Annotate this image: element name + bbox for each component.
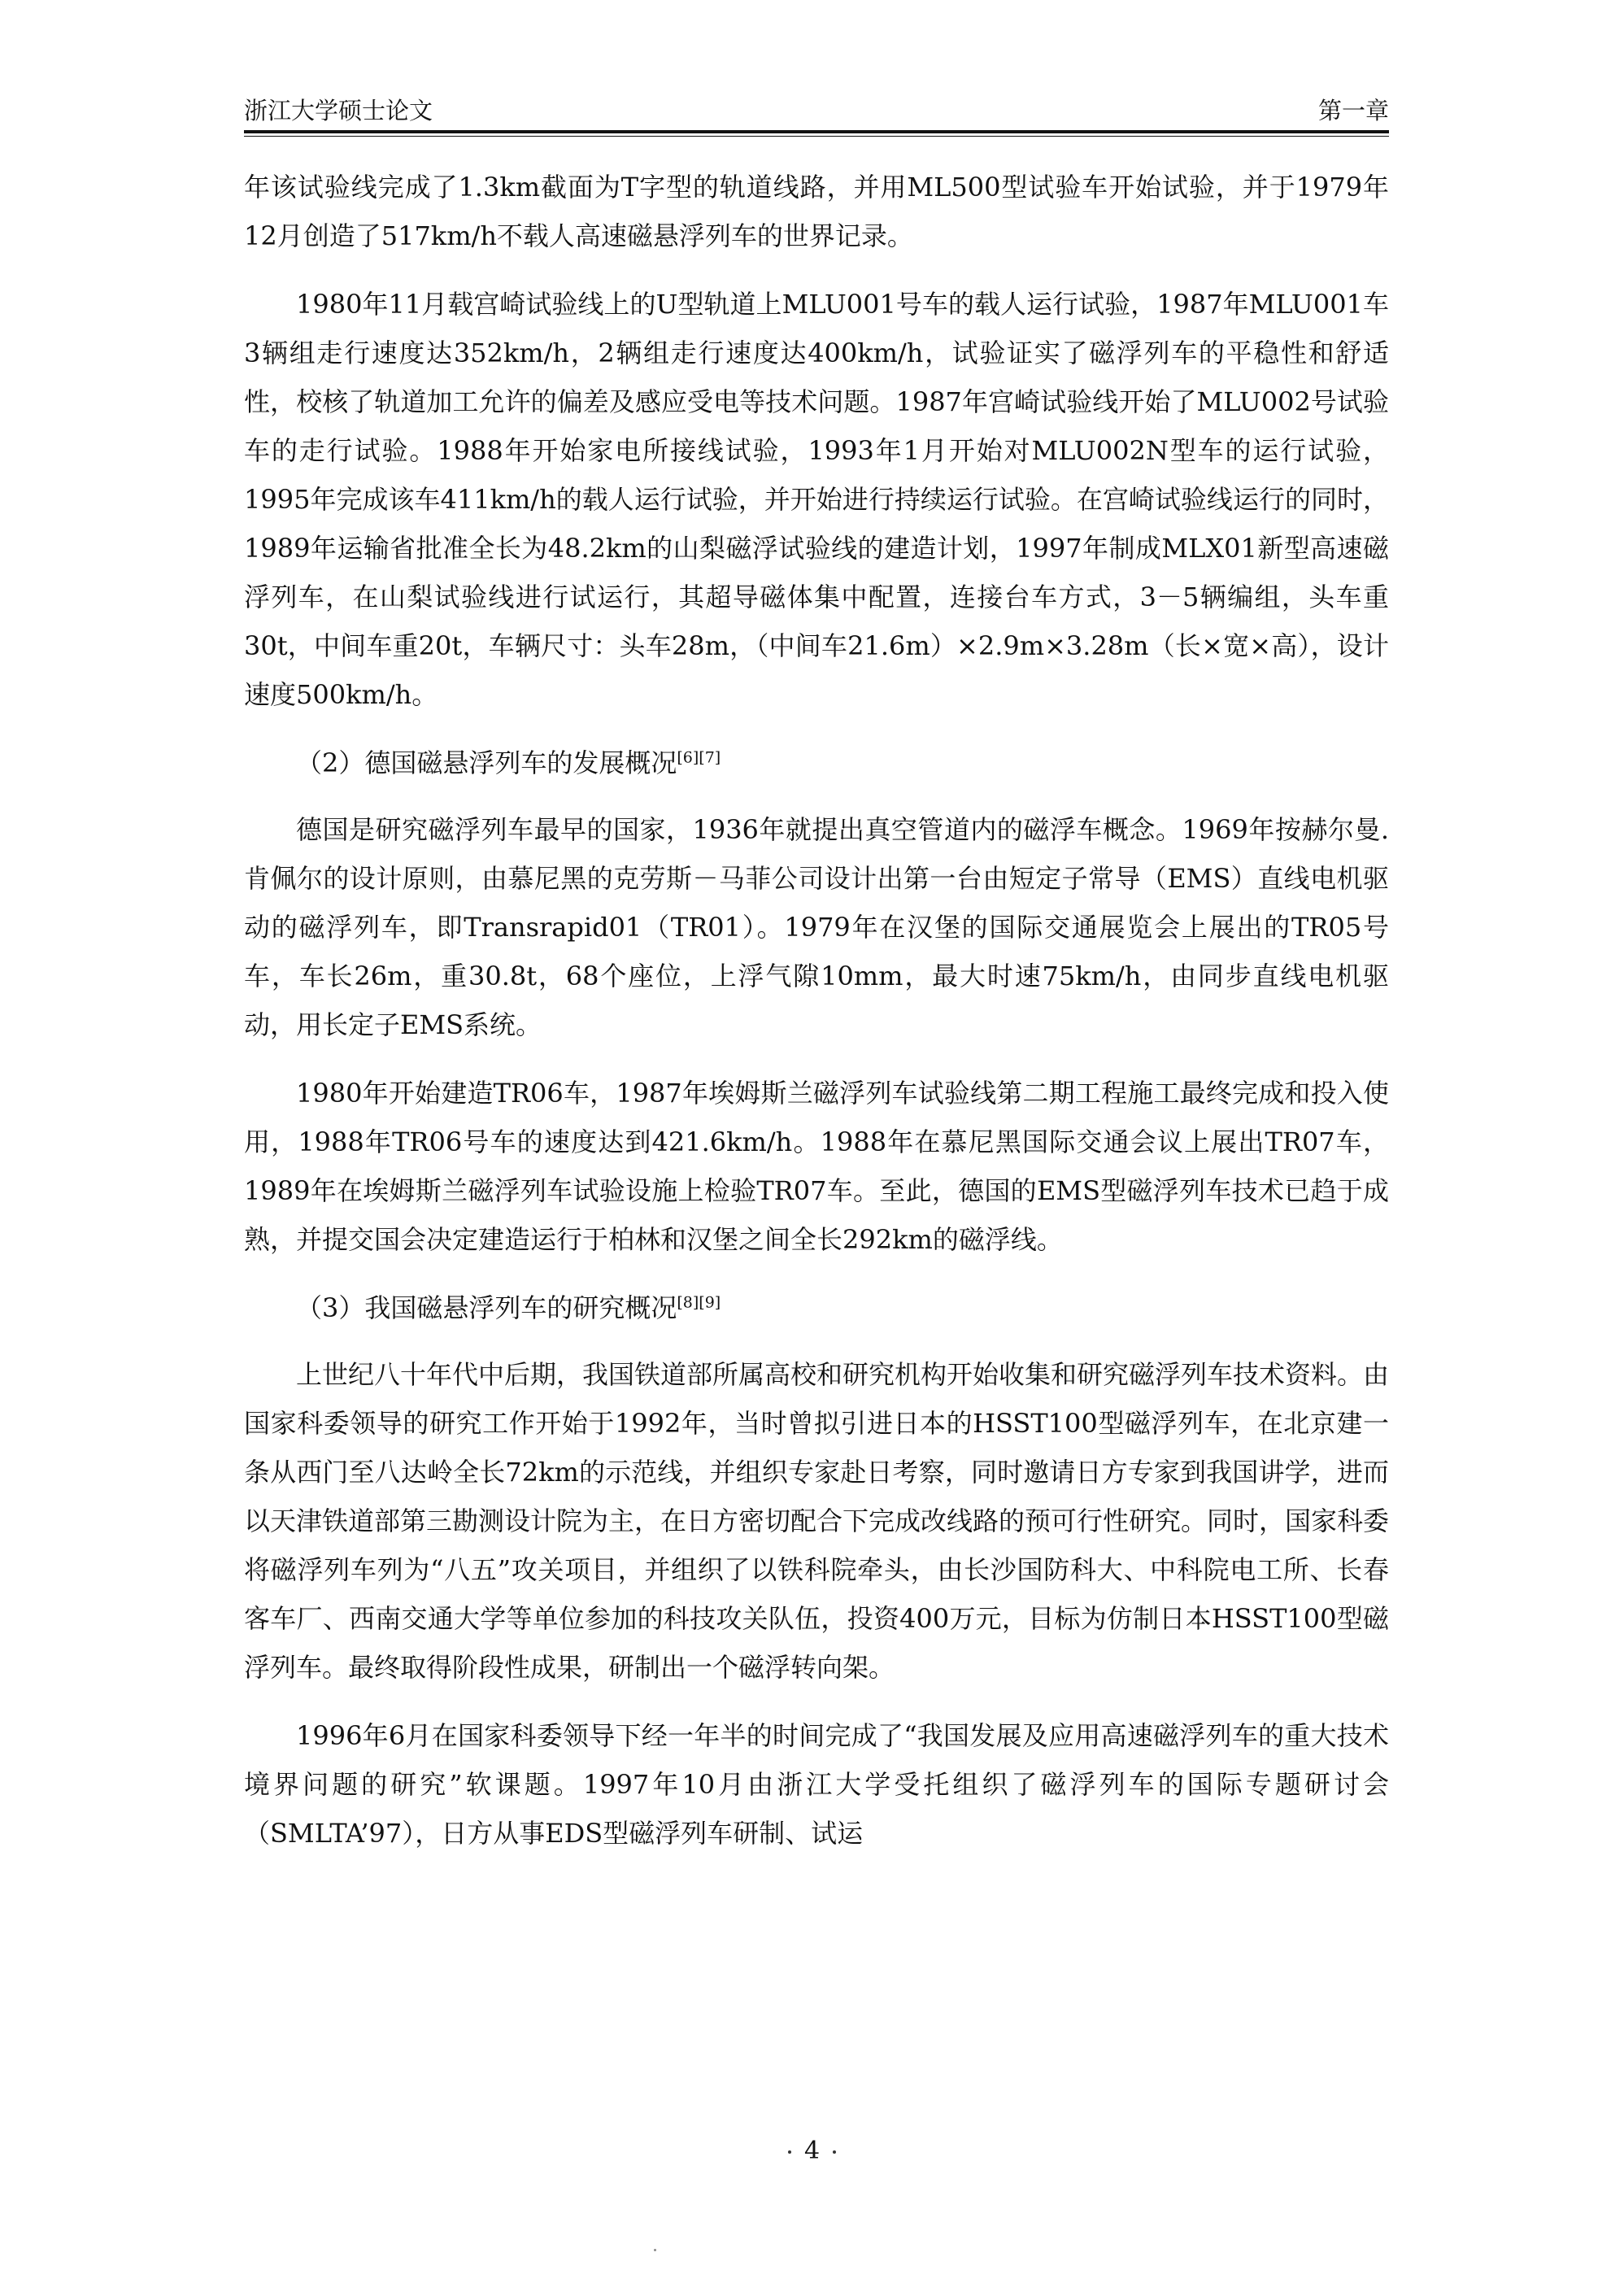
footer-dot-left bbox=[788, 2150, 791, 2154]
scan-speck bbox=[654, 2249, 656, 2251]
paragraph: 上世纪八十年代中后期，我国铁道部所属高校和研究机构开始收集和研究磁浮列车技术资料。由国家科委领导的研究工作开始于1992年，当时曾拟引进日本的HSST100型磁浮列车，在北京建一条从西门至八达岭全长72km的示范线，并组织专家赴日考察，同时邀请日方专家到我国讲学，进而以天津铁道部第三勘测设计院为主，在日方密切配合下完成改线路的预可行性研究。同时，国家科委将磁浮列车列为“八五”攻关项目，并组织了以铁科院牵头，由长沙国防科大、中科院电工所、长春客车厂、西南交通大学等单位参加的科技攻关队伍，投资400万元，目标为仿制日本HSST100型磁浮列车。最终取得阶段性成果，研制出一个磁浮转向架。 bbox=[244, 1359, 1390, 1683]
paragraph: 1980年开始建造TR06车，1987年埃姆斯兰磁浮列车试验线第二期工程施工最终完成和投入使用，1988年TR06号车的速度达到421.6km/h。1988年在慕尼黑国际交通会议上展出TR07车，1989年在埃姆斯兰磁浮列车试验设施上检验TR07车。至此，德国的EMS型磁浮列车技术已趋于成熟，并提交国会决定建造运行于柏林和汉堡之间全长292km的磁浮线。 bbox=[244, 1078, 1389, 1255]
header-rule-thick bbox=[244, 130, 1389, 133]
header-rule-thin bbox=[244, 136, 1389, 137]
heading-text: （3）我国磁悬浮列车的研究概况 bbox=[296, 1292, 677, 1323]
page-body bbox=[244, 163, 1389, 1877]
section-heading-germany bbox=[244, 738, 1389, 787]
footer-dot-right bbox=[833, 2150, 836, 2154]
citation-ref: [8][9] bbox=[677, 1293, 721, 1312]
header-chapter: 第一章 bbox=[1317, 97, 1389, 124]
paragraph: 年该试验线完成了1.3km截面为T字型的轨道线路，并用ML500型试验车开始试验，并于1979年12月创造了517km/h不载人高速磁悬浮列车的世界记录。 bbox=[244, 172, 1389, 251]
header-thesis-title: 浙江大学硕士论文 bbox=[244, 97, 433, 124]
paragraph: 1996年6月在国家科委领导下经一年半的时间完成了“我国发展及应用高速磁浮列车的重大技术境界问题的研究”软课题。1997年10月由浙江大学受托组织了磁浮列车的国际专题研讨会（SMLTA’97），日方从事EDS型磁浮列车研制、试运 bbox=[244, 1720, 1389, 1849]
paragraph: 德国是研究磁浮列车最早的国家，1936年就提出真空管道内的磁浮车概念。1969年按赫尔曼.肯佩尔的设计原则，由慕尼黑的克劳斯－马菲公司设计出第一台由短定子常导（EMS）直线电机驱动的磁浮列车，即Transrapid01（TR01）。1979年在汉堡的国际交通展览会上展出的TR05号车，车长26m，重30.8t，68个座位，上浮气隙10mm，最大时速75km/h，由同步直线电机驱动，用长定子EMS系统。 bbox=[244, 814, 1389, 1040]
page-number: 4 bbox=[803, 2137, 821, 2165]
citation-ref: [6][7] bbox=[677, 748, 721, 767]
section-heading-china bbox=[244, 1283, 1389, 1332]
running-header bbox=[244, 91, 1389, 130]
page-footer bbox=[0, 2135, 1624, 2168]
paragraph: 1980年11月载宫崎试验线上的U型轨道上MLU001号车的载人运行试验，1987年MLU001车3辆组走行速度达352km/h，2辆组走行速度达400km/h，试验证实了磁浮列车的平稳性和舒适性，校核了轨道加工允许的偏差及感应受电等技术问题。1987年宫崎试验线开始了MLU002号试验车的走行试验。1988年开始家电所接线试验，1993年1月开始对MLU002N型车的运行试验，1995年完成该车411km/h的载人运行试验，并开始进行持续运行试验。在宫崎试验线运行的同时，1989年运输省批准全长为48.2km的山梨磁浮试验线的建造计划，1997年制成MLX01新型高速磁浮列车，在山梨试验线进行试运行，其超导磁体集中配置，连接台车方式，3－5辆编组，头车重30t，中间车重20t，车辆尺寸：头车28m，（中间车21.6m）×2.9m×3.28m（长×宽×高），设计速度500km/h。 bbox=[244, 289, 1389, 710]
heading-text: （2）德国磁悬浮列车的发展概况 bbox=[296, 747, 677, 778]
